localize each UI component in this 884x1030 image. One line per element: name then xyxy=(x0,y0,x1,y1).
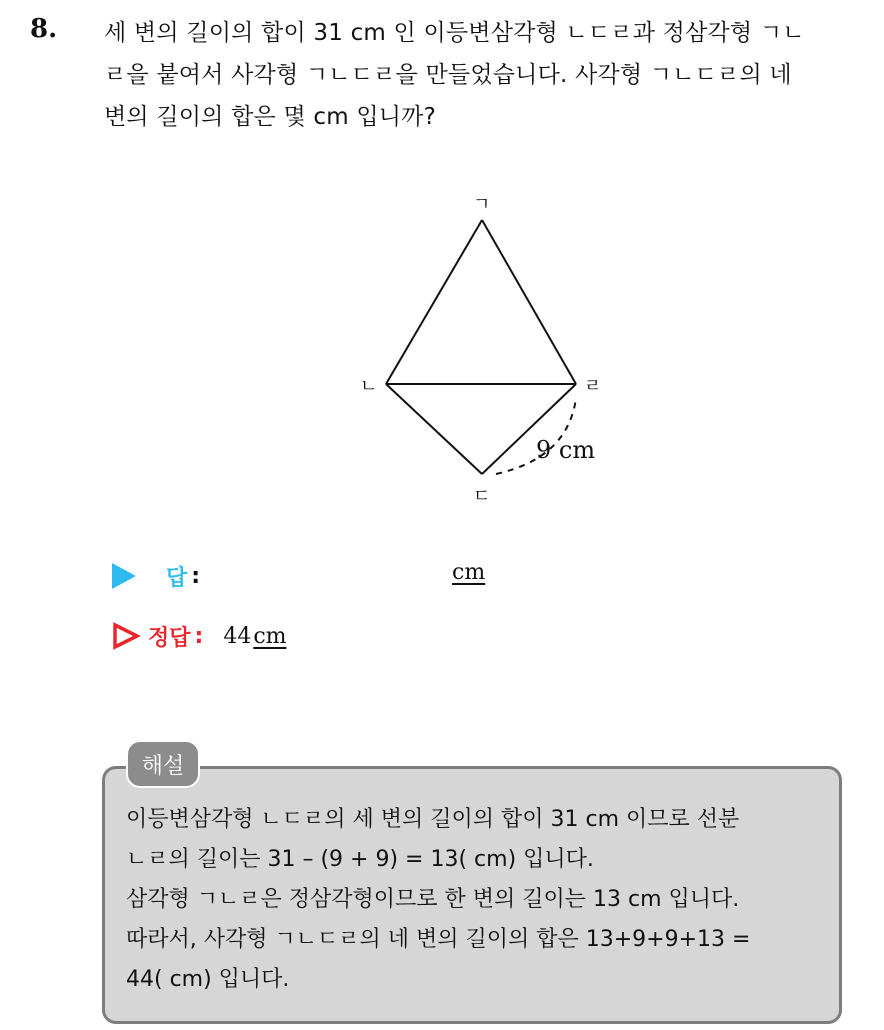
solution-line: ㄴㄹ의 길이는 31 – (9 + 9) = 13( cm) 입니다. xyxy=(126,847,594,872)
solution-line: 삼각형 ㄱㄴㄹ은 정삼각형이므로 한 변의 길이는 13 cm 입니다. xyxy=(126,887,740,912)
answer-blank-unit: cm xyxy=(452,560,486,585)
solution-text xyxy=(126,800,836,1000)
figure-svg xyxy=(340,190,620,510)
vertex-label-right: ㄹ xyxy=(584,376,602,397)
question-line: 변의 길이의 합은 몇 cm 입니까? xyxy=(104,104,437,130)
correct-answer-colon: : xyxy=(194,623,204,649)
solution-line: 이등변삼각형 ㄴㄷㄹ의 세 변의 길이의 합이 31 cm 이므로 선분 xyxy=(126,807,740,832)
vertex-label-bottom: ㄷ xyxy=(473,486,491,507)
solution-line: 44( cm) 입니다. xyxy=(126,967,290,992)
question-text xyxy=(104,12,864,138)
question-line: ㄹ을 붙여서 사각형 ㄱㄴㄷㄹ을 만들었습니다. 사각형 ㄱㄴㄷㄹ의 네 xyxy=(104,62,792,88)
question-number: 8. xyxy=(30,14,58,44)
vertex-label-left: ㄴ xyxy=(360,376,378,397)
answer-colon: : xyxy=(191,563,201,589)
answer-row xyxy=(112,556,200,596)
solution-line: 따라서, 사각형 ㄱㄴㄷㄹ의 네 변의 길이의 합은 13+9+9+13 = xyxy=(126,927,751,952)
correct-answer-value: 44 xyxy=(223,623,252,649)
solution-tag: 해설 xyxy=(128,742,198,786)
side-nd xyxy=(386,384,482,474)
correct-answer-label: 정답 xyxy=(148,625,191,651)
outline-triangle-icon xyxy=(112,622,140,650)
side-gr xyxy=(482,220,576,384)
correct-answer-unit: cm xyxy=(253,623,287,649)
play-triangle-icon xyxy=(112,563,136,589)
vertex-label-top: ㄱ xyxy=(473,194,491,215)
question-line: 세 변의 길이의 합이 31 cm 인 이등변삼각형 ㄴㄷㄹ과 정삼각형 ㄱㄴ xyxy=(104,20,805,46)
correct-answer-row xyxy=(112,616,287,656)
side-gn xyxy=(386,220,482,384)
answer-label: 답 xyxy=(166,565,188,591)
measure-label: 9 cm xyxy=(536,436,596,464)
quadrilateral-figure xyxy=(340,190,620,510)
